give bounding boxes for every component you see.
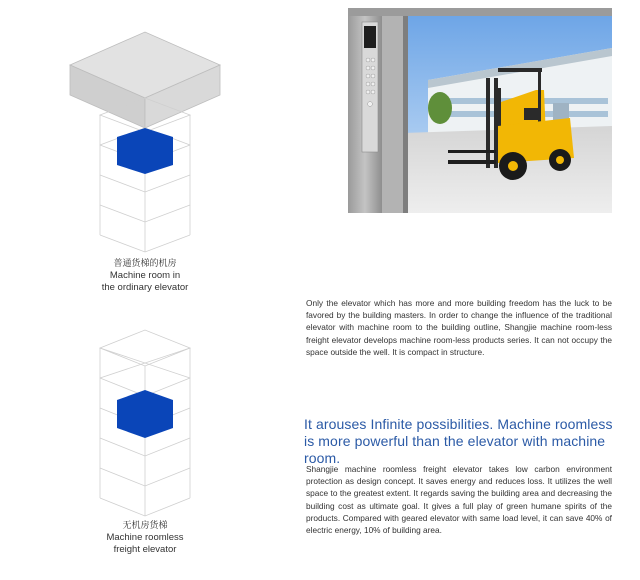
shaft-with-machine-room-illustration	[60, 20, 230, 260]
caption-cn-machine-room: 普通货梯的机房	[113, 259, 177, 269]
shaft-roomless-illustration	[60, 328, 230, 518]
caption-en-machine-room	[60, 270, 230, 294]
diagram-machine-roomless-elevator	[60, 328, 230, 518]
forklift-elevator-photo	[348, 8, 612, 213]
caption-cn-roomless: 无机房货梯	[122, 521, 168, 531]
headline	[304, 416, 624, 467]
headline-line: It arouses Infinite possibilities. Machine roomless	[304, 416, 613, 432]
caption-line: freight elevator	[113, 544, 177, 555]
photo-illustration	[348, 8, 612, 213]
intro-paragraph: Only the elevator which has more and more building freedom has the luck to be favored by the building masters. In order to change the influence of the traditional elevator with machine room to the building outline, Shangjie machine room-less freight elevator develops machine room-less products series. It can not occupy the space outside the well. It is compact in structure.	[306, 298, 612, 357]
caption-line: Machine roomless	[106, 532, 184, 543]
body-paragraph: Shangjie machine roomless freight elevator takes low carbon environment protection as design concept. It saves energy and reduces loss. It utilizes the well space to the greatest extent. It regards saving the building area and decreasing the building cost as ultimate goal. It gives a full play of green humane spirits of the products. Compared with geared elevator with same load level, it can save 40% of electric energy, 10% of building area.	[306, 464, 612, 536]
caption-en-roomless	[60, 532, 230, 556]
headline-line: is more powerful than the elevator with machine room.	[304, 433, 606, 466]
caption-line: the ordinary elevator	[101, 282, 189, 293]
caption-line: Machine room in	[109, 270, 181, 281]
diagram-machine-room-elevator	[60, 20, 230, 269]
